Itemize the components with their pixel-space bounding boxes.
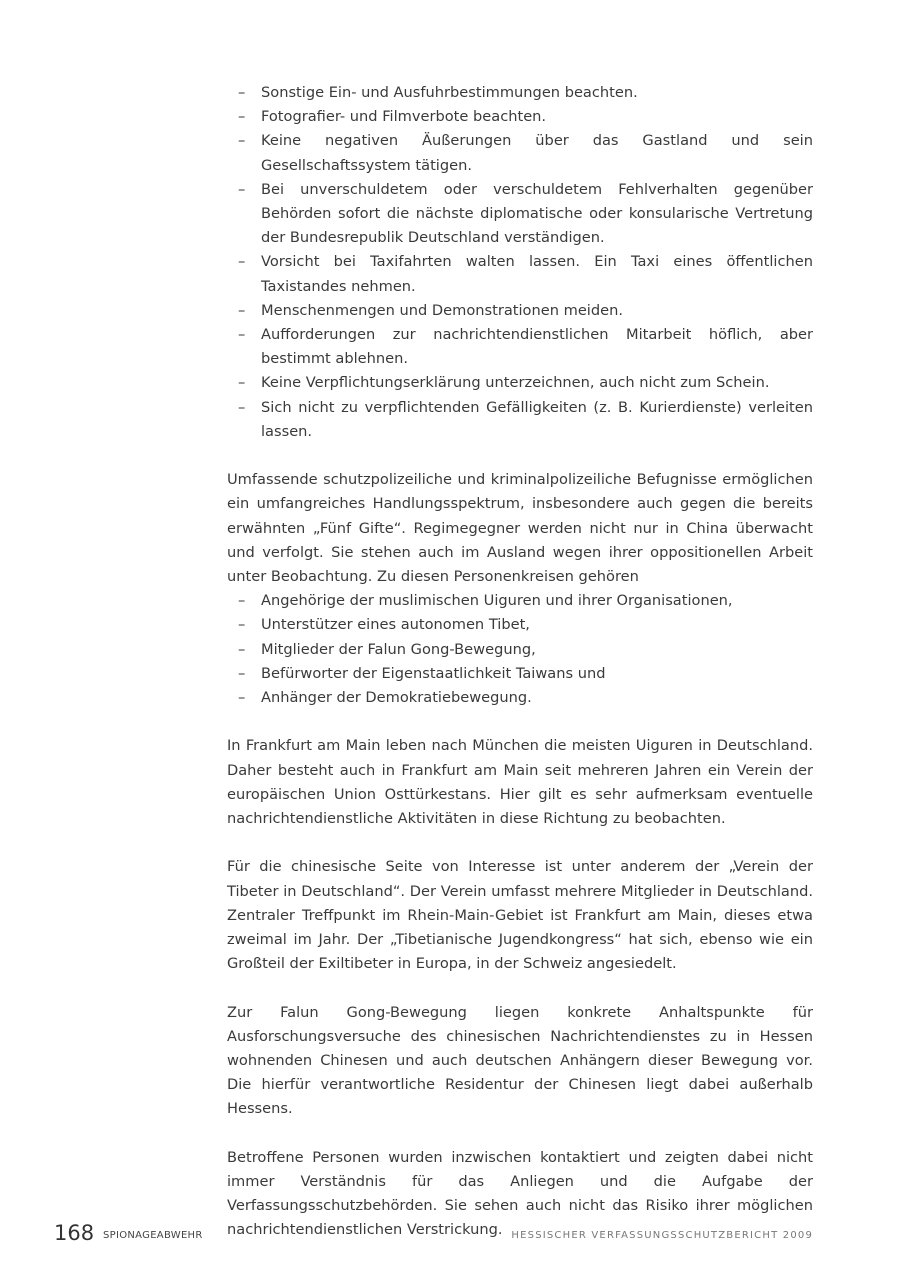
list-item: – Aufforderungen zur nachrichtendienstlichen Mitarbeit höflich, aber bestimmt ablehnen. [227, 323, 813, 371]
paragraph-powers: Umfassende schutzpolizeiliche und kriminalpolizeiliche Befugnisse ermöglichen ein umfangreiches Handlungsspektrum, insbesondere auch gegen die bereits erwähnten „Fünf Gifte“. Regimegegner werden nicht nur in China überwacht und verfolgt. Sie stehen auch im Ausland wegen ihrer oppositionellen Arbeit unter Beobachtung. Zu diesen Personenkreisen gehören [227, 471, 813, 586]
paragraph-affected-persons: Betroffene Personen wurden inzwischen kontaktiert und zeigten dabei nicht immer Verständnis für das Anliegen und die Aufgabe der Verfassungsschutzbehörden. Sie sehen auch nicht das Risiko ihrer möglichen nachrichtendienstlichen Verstrickung. [227, 1148, 813, 1239]
list-item: – Unterstützer eines autonomen Tibet, [227, 613, 813, 637]
list-item: – Bei unverschuldetem oder verschuldetem Fehlverhalten gegenüber Behörden sofort die nächste diplomatische oder konsularische Vertretung der Bundesrepublik Deutschland verständigen. [227, 178, 813, 251]
dash-bullet: – [238, 374, 246, 392]
list-item: – Menschenmengen und Demonstrationen meiden. [227, 299, 813, 323]
precaution-list [227, 81, 813, 444]
list-item: – Mitglieder der Falun Gong-Bewegung, [227, 638, 813, 662]
list-item: – Fotografier- und Filmverbote beachten. [227, 105, 813, 129]
dash-bullet: – [238, 253, 246, 271]
dash-bullet: – [238, 664, 246, 682]
list-item: – Vorsicht bei Taxifahrten walten lassen. Ein Taxi eines öffentlichen Taxistandes nehmen. [227, 250, 813, 298]
paragraph-falun-gong: Zur Falun Gong-Bewegung liegen konkrete Anhaltspunkte für Ausforschungsversuche des chinesischen Nachrichtendienstes zu in Hessen wohnenden Chinesen und auch deutschen Anhängern dieser Bewegung vor. Die hierfür verantwortliche Residentur der Chinesen liegt dabei außerhalb Hessens. [227, 1003, 813, 1118]
dash-bullet: – [238, 132, 246, 150]
dash-bullet: – [238, 398, 246, 416]
dash-bullet: – [238, 640, 246, 658]
section-label: SPIONAGEABWEHR [103, 1230, 203, 1241]
list-item: – Keine Verpflichtungserklärung unterzeichnen, auch nicht zum Schein. [227, 371, 813, 395]
groups-list [227, 589, 813, 710]
paragraph-uiguren: In Frankfurt am Main leben nach München die meisten Uiguren in Deutschland. Daher besteht auch in Frankfurt am Main seit mehreren Jahren ein Verein der europäischen Union Osttürkestans. Hier gilt es sehr aufmerksam eventuelle nachrichtendienstliche Aktivitäten in diese Richtung zu beobachten. [227, 737, 813, 828]
list-item: – Keine negativen Äußerungen über das Gastland und sein Gesellschaftssystem tätigen. [227, 129, 813, 177]
dash-bullet: – [238, 592, 246, 610]
dash-bullet: – [238, 180, 246, 198]
dash-bullet: – [238, 108, 246, 126]
page-content [227, 81, 813, 1243]
list-item: – Befürworter der Eigenstaatlichkeit Taiwans und [227, 662, 813, 686]
list-item: – Anhänger der Demokratiebewegung. [227, 686, 813, 710]
page-number: 168 [54, 1221, 95, 1245]
dash-bullet: – [238, 689, 246, 707]
list-item: – Angehörige der muslimischen Uiguren und ihrer Organisationen, [227, 589, 813, 613]
paragraph-tibeter: Für die chinesische Seite von Interesse ist unter anderem der „Verein der Tibeter in Deutschland“. Der Verein umfasst mehrere Mitglieder in Deutschland. Zentraler Treffpunkt im Rhein-Main-Gebiet ist Frankfurt am Main, dieses etwa zweimal im Jahr. Der „Tibetianische Jugendkongress“ hat sich, ebenso wie ein Großteil der Exiltibeter in Europa, in der Schweiz angesiedelt. [227, 858, 813, 973]
dash-bullet: – [238, 84, 246, 101]
dash-bullet: – [238, 616, 246, 634]
list-item: – Sich nicht zu verpflichtenden Gefälligkeiten (z. B. Kurierdienste) verleiten lassen. [227, 396, 813, 444]
dash-bullet: – [238, 326, 246, 344]
list-item: – Sonstige Ein- und Ausfuhrbestimmungen beachten. [227, 81, 813, 105]
report-title: HESSISCHER VERFASSUNGSSCHUTZBERICHT 2009 [511, 1230, 813, 1241]
dash-bullet: – [238, 301, 246, 319]
